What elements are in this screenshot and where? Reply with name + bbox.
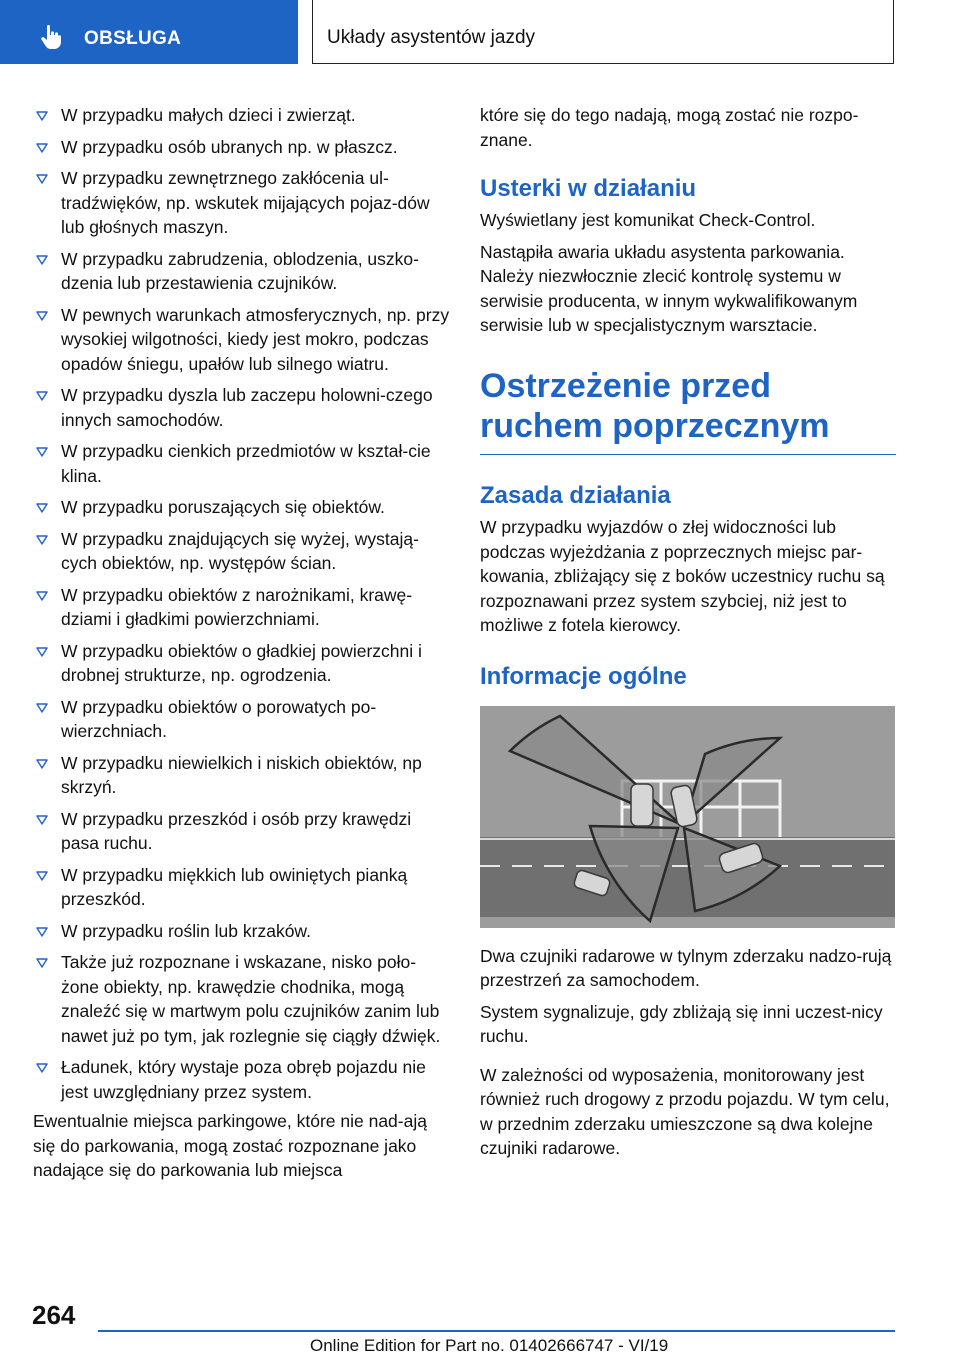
list-item-text: W przypadku poruszających się obiektów.: [61, 497, 385, 517]
left-column: [33, 103, 451, 1190]
list-item: [33, 166, 451, 240]
list-item: [33, 807, 451, 856]
list-item-text: W pewnych warunkach atmosferycznych, np. przy wysokiej wilgotności, kiedy jest mokro, podczas opadów śniegu, upałów lub silnego wiatru.: [61, 304, 450, 374]
list-item-text: W przypadku małych dzieci i zwierząt.: [61, 105, 356, 125]
general-paragraph-1: Dwa czujniki radarowe w tylnym zderzaku nadzo-rują przestrzeń za samochodem.: [480, 945, 892, 990]
list-item-text: Ładunek, który wystaje poza obręb pojazdu nie jest uwzględniany przez system.: [61, 1057, 426, 1102]
list-item-text: Także już rozpoznane i wskazane, nisko poło-żone obiekty, np. krawędzie chodnika, mogą znaleźć się w martwym polu czujników zanim lub nawet już po tym, jak rozlegnie się ciągły dźwięk.: [61, 952, 441, 1046]
triangle-bullet-icon: [36, 111, 48, 121]
list-item-text: W przypadku znajdujących się wyżej, wystają-cych obiektów, np. występów ścian.: [61, 528, 419, 573]
list-item: [33, 103, 451, 128]
page-number: 264: [32, 1300, 76, 1330]
triangle-bullet-icon: [36, 703, 48, 713]
list-item-text: W przypadku obiektów z narożnikami, krawę-dziami i gładkimi powierzchniami.: [61, 584, 413, 629]
cross-traffic-diagram: [480, 706, 895, 928]
triangle-bullet-icon: [36, 815, 48, 825]
list-item: [33, 639, 451, 688]
triangle-bullet-icon: [36, 535, 48, 545]
general-paragraph-2: System sygnalizuje, gdy zbliżają się inni uczest-nicy ruchu.: [480, 1001, 883, 1046]
fault-paragraph-1: Wyświetlany jest komunikat Check-Control.: [480, 210, 816, 230]
general-heading: Informacje ogólne: [480, 662, 687, 690]
list-item: [33, 527, 451, 576]
list-item: [33, 439, 451, 488]
list-item-text: W przypadku przeszkód i osób przy krawędzi pasa ruchu.: [61, 808, 412, 853]
right-column: [480, 103, 896, 1168]
footer-rule: [98, 1330, 895, 1332]
triangle-bullet-icon: [36, 311, 48, 321]
list-item: [33, 695, 451, 744]
triangle-bullet-icon: [36, 958, 48, 968]
list-item: [33, 1055, 451, 1104]
continuation-paragraph: które się do tego nadają, mogą zostać nie rozpo-znane.: [480, 105, 859, 150]
list-item: [33, 863, 451, 912]
list-item-text: W przypadku osób ubranych np. w płaszcz.: [61, 136, 398, 157]
triangle-bullet-icon: [36, 447, 48, 457]
list-item: [33, 950, 451, 1048]
triangle-bullet-icon: [36, 927, 48, 937]
list-item-text: W przypadku zewnętrznego zakłócenia ul-tradźwięków, np. wskutek mijających pojaz-dów lub głośnych maszyn.: [61, 168, 430, 237]
edition-text: Online Edition for Part no. 01402666747 - VI/19: [310, 1336, 669, 1355]
triangle-bullet-icon: [36, 647, 48, 657]
triangle-bullet-icon: [36, 871, 48, 881]
triangle-bullet-icon: [36, 503, 48, 513]
list-item: [33, 383, 451, 432]
triangle-bullet-icon: [36, 591, 48, 601]
list-item: [33, 135, 451, 160]
heading-rule: [480, 454, 896, 456]
hand-pointer-icon: [40, 24, 62, 50]
limitations-list: [33, 103, 451, 1104]
triangle-bullet-icon: [36, 143, 48, 153]
list-item-text: W przypadku roślin lub krzaków.: [61, 920, 311, 941]
list-item-text: W przypadku dyszla lub zaczepu holowni-czego innych samochodów.: [61, 385, 433, 430]
tab-label: OBSŁUGA: [84, 28, 182, 49]
triangle-bullet-icon: [36, 255, 48, 265]
chapter-title: Układy asystentów jazdy: [327, 27, 536, 48]
list-item-text: W przypadku obiektów o gładkiej powierzchni i drobnej strukturze, np. ogrodzenia.: [61, 640, 422, 685]
list-item: [33, 495, 451, 520]
triangle-bullet-icon: [36, 759, 48, 769]
header-tab[interactable]: [0, 0, 298, 64]
closing-paragraph: Ewentualnie miejsca parkingowe, które nie nad-ają się do parkowania, mogą zostać rozpoznane jako nadające się do parkowania lub miejsca: [33, 1111, 427, 1180]
list-item: [33, 751, 451, 800]
list-item: [33, 583, 451, 632]
list-item-text: W przypadku zabrudzenia, oblodzenia, uszko-dzenia lub przestawienia czujników.: [61, 248, 419, 293]
list-item-text: W przypadku niewielkich i niskich obiektów, np skrzyń.: [61, 752, 422, 797]
triangle-bullet-icon: [36, 1063, 48, 1073]
list-item: [33, 919, 451, 944]
principle-heading: Zasada działania: [480, 482, 671, 509]
fault-paragraph-2: Nastąpiła awaria układu asystenta parkowania. Należy niezwłocznie zlecić kontrolę systemu w serwisie producenta, w innym wykwalifikowanym serwisie lub w specjalistycznym warsztacie.: [480, 241, 858, 335]
list-item-text: W przypadku cienkich przedmiotów w kształ-cie klina.: [61, 441, 431, 486]
principle-paragraph: W przypadku wyjazdów o złej widoczności lub podczas wyjeżdżania z poprzecznych miejsc par-kowania, zbliżający się z boków uczestnicy ruchu są rozpoznawani przez system szybciej, niż jest to możliwe z fotela kierowcy.: [480, 517, 885, 635]
list-item: [33, 247, 451, 296]
triangle-bullet-icon: [36, 174, 48, 184]
chapter-header: [312, 0, 894, 64]
list-item: [33, 303, 451, 377]
fault-heading: Usterki w działaniu: [480, 175, 697, 202]
general-paragraph-3: W zależności od wyposażenia, monitorowany jest również ruch drogowy z przodu pojazdu. W tym celu, w przednim zderzaku umieszczone są dwa kolejne czujniki radarowe.: [480, 1064, 890, 1158]
main-heading: Ostrzeżenie przed ruchem poprzecznym: [480, 366, 830, 445]
list-item-text: W przypadku obiektów o porowatych po-wierzchniach.: [61, 696, 377, 741]
triangle-bullet-icon: [36, 391, 48, 401]
list-item-text: W przypadku miękkich lub owiniętych pianką przeszkód.: [61, 864, 408, 909]
